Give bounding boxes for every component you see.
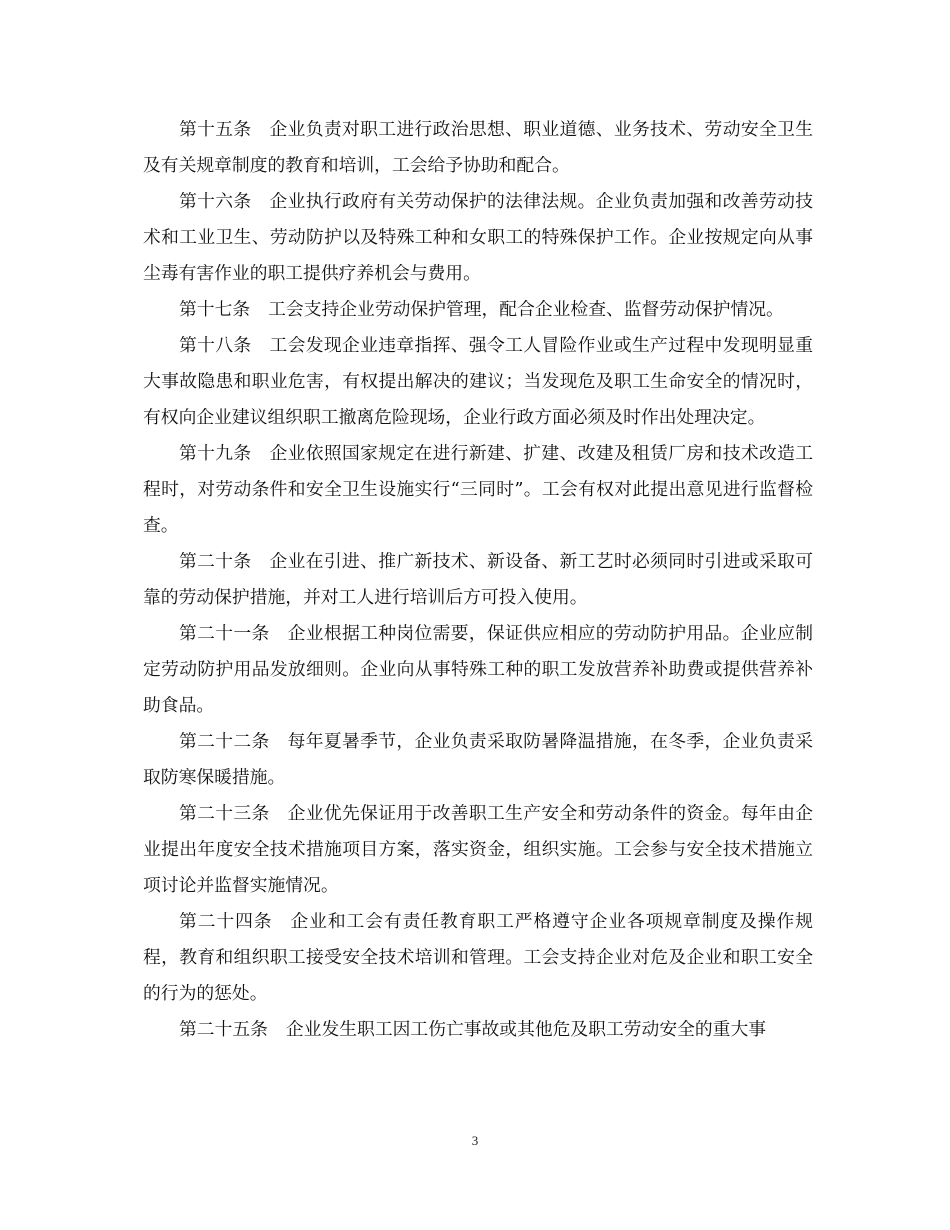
article-17 xyxy=(143,292,813,328)
article-text: 企业执行政府有关劳动保护的法律法规。企业负责加强和改善劳动技术和工业卫生、劳动防护以及特殊工种和女职工的特殊保护工作。企业按规定向从事尘毒有害作业的职工提供疗养机会与费用。 xyxy=(143,191,813,284)
article-number: 第二十一条 xyxy=(179,623,270,644)
article-text: 工会支持企业劳动保护管理，配合企业检查、监督劳动保护情况。 xyxy=(268,299,784,320)
article-number: 第二十条 xyxy=(179,551,252,572)
article-number: 第十八条 xyxy=(179,335,252,356)
article-25 xyxy=(143,1012,813,1048)
article-text: 企业在引进、推广新技术、新设备、新工艺时必须同时引进或采取可靠的劳动保护措施，并对工人进行培训后方可投入使用。 xyxy=(143,551,813,608)
article-text: 企业负责对职工进行政治思想、职业道德、业务技术、劳动安全卫生及有关规章制度的教育和培训，工会给予协助和配合。 xyxy=(143,119,813,176)
article-number: 第二十二条 xyxy=(179,731,270,752)
article-text: 工会发现企业违章指挥、强令工人冒险作业或生产过程中发现明显重大事故隐患和职业危害，有权提出解决的建议；当发现危及职工生命安全的情况时，有权向企业建议组织职工撤离危险现场，企业行政方面必须及时作出处理决定。 xyxy=(143,335,813,428)
document-body xyxy=(143,112,813,1048)
article-text: 企业根据工种岗位需要，保证供应相应的劳动防护用品。企业应制定劳动防护用品发放细则。企业向从事特殊工种的职工发放营养补助费或提供营养补助食品。 xyxy=(143,623,813,716)
article-22 xyxy=(143,724,813,796)
article-24 xyxy=(143,904,813,1012)
article-text: 企业依照国家规定在进行新建、扩建、改建及租赁厂房和技术改造工程时，对劳动条件和安全卫生设施实行“三同时”。工会有权对此提出意见进行监督检查。 xyxy=(143,443,813,536)
article-16 xyxy=(143,184,813,292)
article-number: 第十九条 xyxy=(179,443,252,464)
article-text: 企业和工会有责任教育职工严格遵守企业各项规章制度及操作规程，教育和组织职工接受安全技术培训和管理。工会支持企业对危及企业和职工安全的行为的惩处。 xyxy=(143,911,813,1004)
article-number: 第十七条 xyxy=(179,299,251,320)
article-text: 企业发生职工因工伤亡事故或其他危及职工劳动安全的重大事 xyxy=(285,1019,767,1040)
article-number: 第二十三条 xyxy=(179,803,270,824)
article-number: 第二十五条 xyxy=(179,1019,268,1040)
page-number: 3 xyxy=(471,1133,479,1148)
article-15 xyxy=(143,112,813,184)
article-text: 每年夏暑季节，企业负责采取防暑降温措施，在冬季，企业负责采取防寒保暖措施。 xyxy=(143,731,813,788)
article-number: 第二十四条 xyxy=(179,911,273,932)
article-text: 企业优先保证用于改善职工生产安全和劳动条件的资金。每年由企业提出年度安全技术措施项目方案，落实资金，组织实施。工会参与安全技术措施立项讨论并监督实施情况。 xyxy=(143,803,813,896)
article-18 xyxy=(143,328,813,436)
article-20 xyxy=(143,544,813,616)
article-number: 第十六条 xyxy=(179,191,252,212)
article-21 xyxy=(143,616,813,724)
article-23 xyxy=(143,796,813,904)
article-19 xyxy=(143,436,813,544)
article-number: 第十五条 xyxy=(179,119,252,140)
